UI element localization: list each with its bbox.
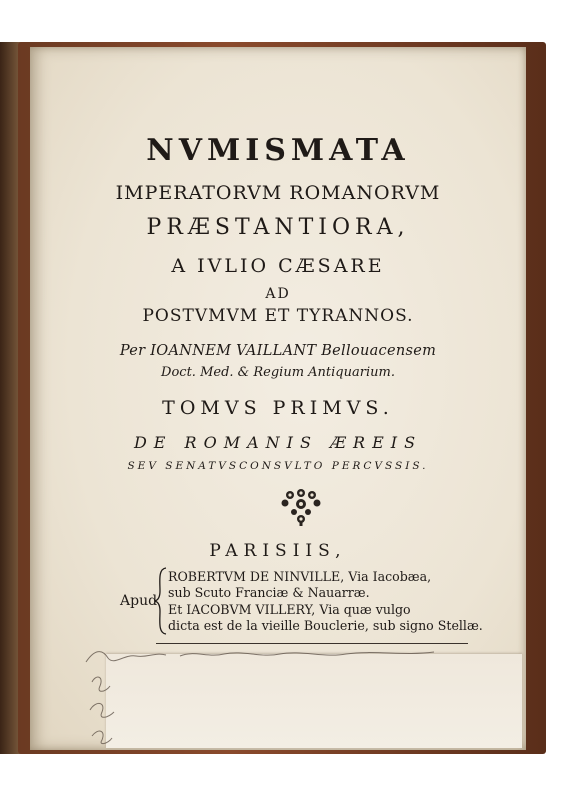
title-line-5: AD bbox=[265, 286, 291, 302]
imprint-line-3: Et IACOBVM VILLERY, Via quæ vulgo bbox=[168, 602, 411, 617]
title-line-1: NVMISMATA bbox=[146, 133, 410, 168]
place-of-publication: PARISIIS, bbox=[209, 541, 347, 561]
imprint-line-1: ROBERTVM DE NINVILLE, Via Iacobæa, bbox=[168, 569, 432, 584]
author-line-1: Per IOANNEM VAILLANT Bellouacensem bbox=[119, 343, 437, 359]
title-line-6: POSTVMVM ET TYRANNOS. bbox=[142, 306, 414, 326]
imprint-block bbox=[114, 567, 514, 637]
title-line-2: IMPERATORVM ROMANORVM bbox=[115, 182, 441, 204]
subject-line-2: SEV SENATVSCONSVLTO PERCVSSIS. bbox=[127, 460, 429, 472]
brace-icon bbox=[154, 567, 168, 635]
author-line-2: Doct. Med. & Regium Antiquarium. bbox=[161, 365, 395, 380]
handwritten-inscription-icon bbox=[84, 640, 504, 750]
title-line-3: PRÆSTANTIORA, bbox=[146, 215, 410, 240]
imprint-line-4: dicta est de la vieille Bouclerie, sub signo Stellæ. bbox=[168, 618, 483, 633]
subject-line-1: DE ROMANIS ÆREIS bbox=[133, 433, 423, 452]
imprint-apud: Apud bbox=[120, 593, 158, 609]
volume-line: TOMVS PRIMVS. bbox=[162, 397, 394, 419]
printers-ornament-icon bbox=[276, 487, 326, 527]
title-line-4: A IVLIO CÆSARE bbox=[171, 255, 385, 277]
imprint-line-2: sub Scuto Franciæ & Nauarræ. bbox=[168, 585, 370, 600]
